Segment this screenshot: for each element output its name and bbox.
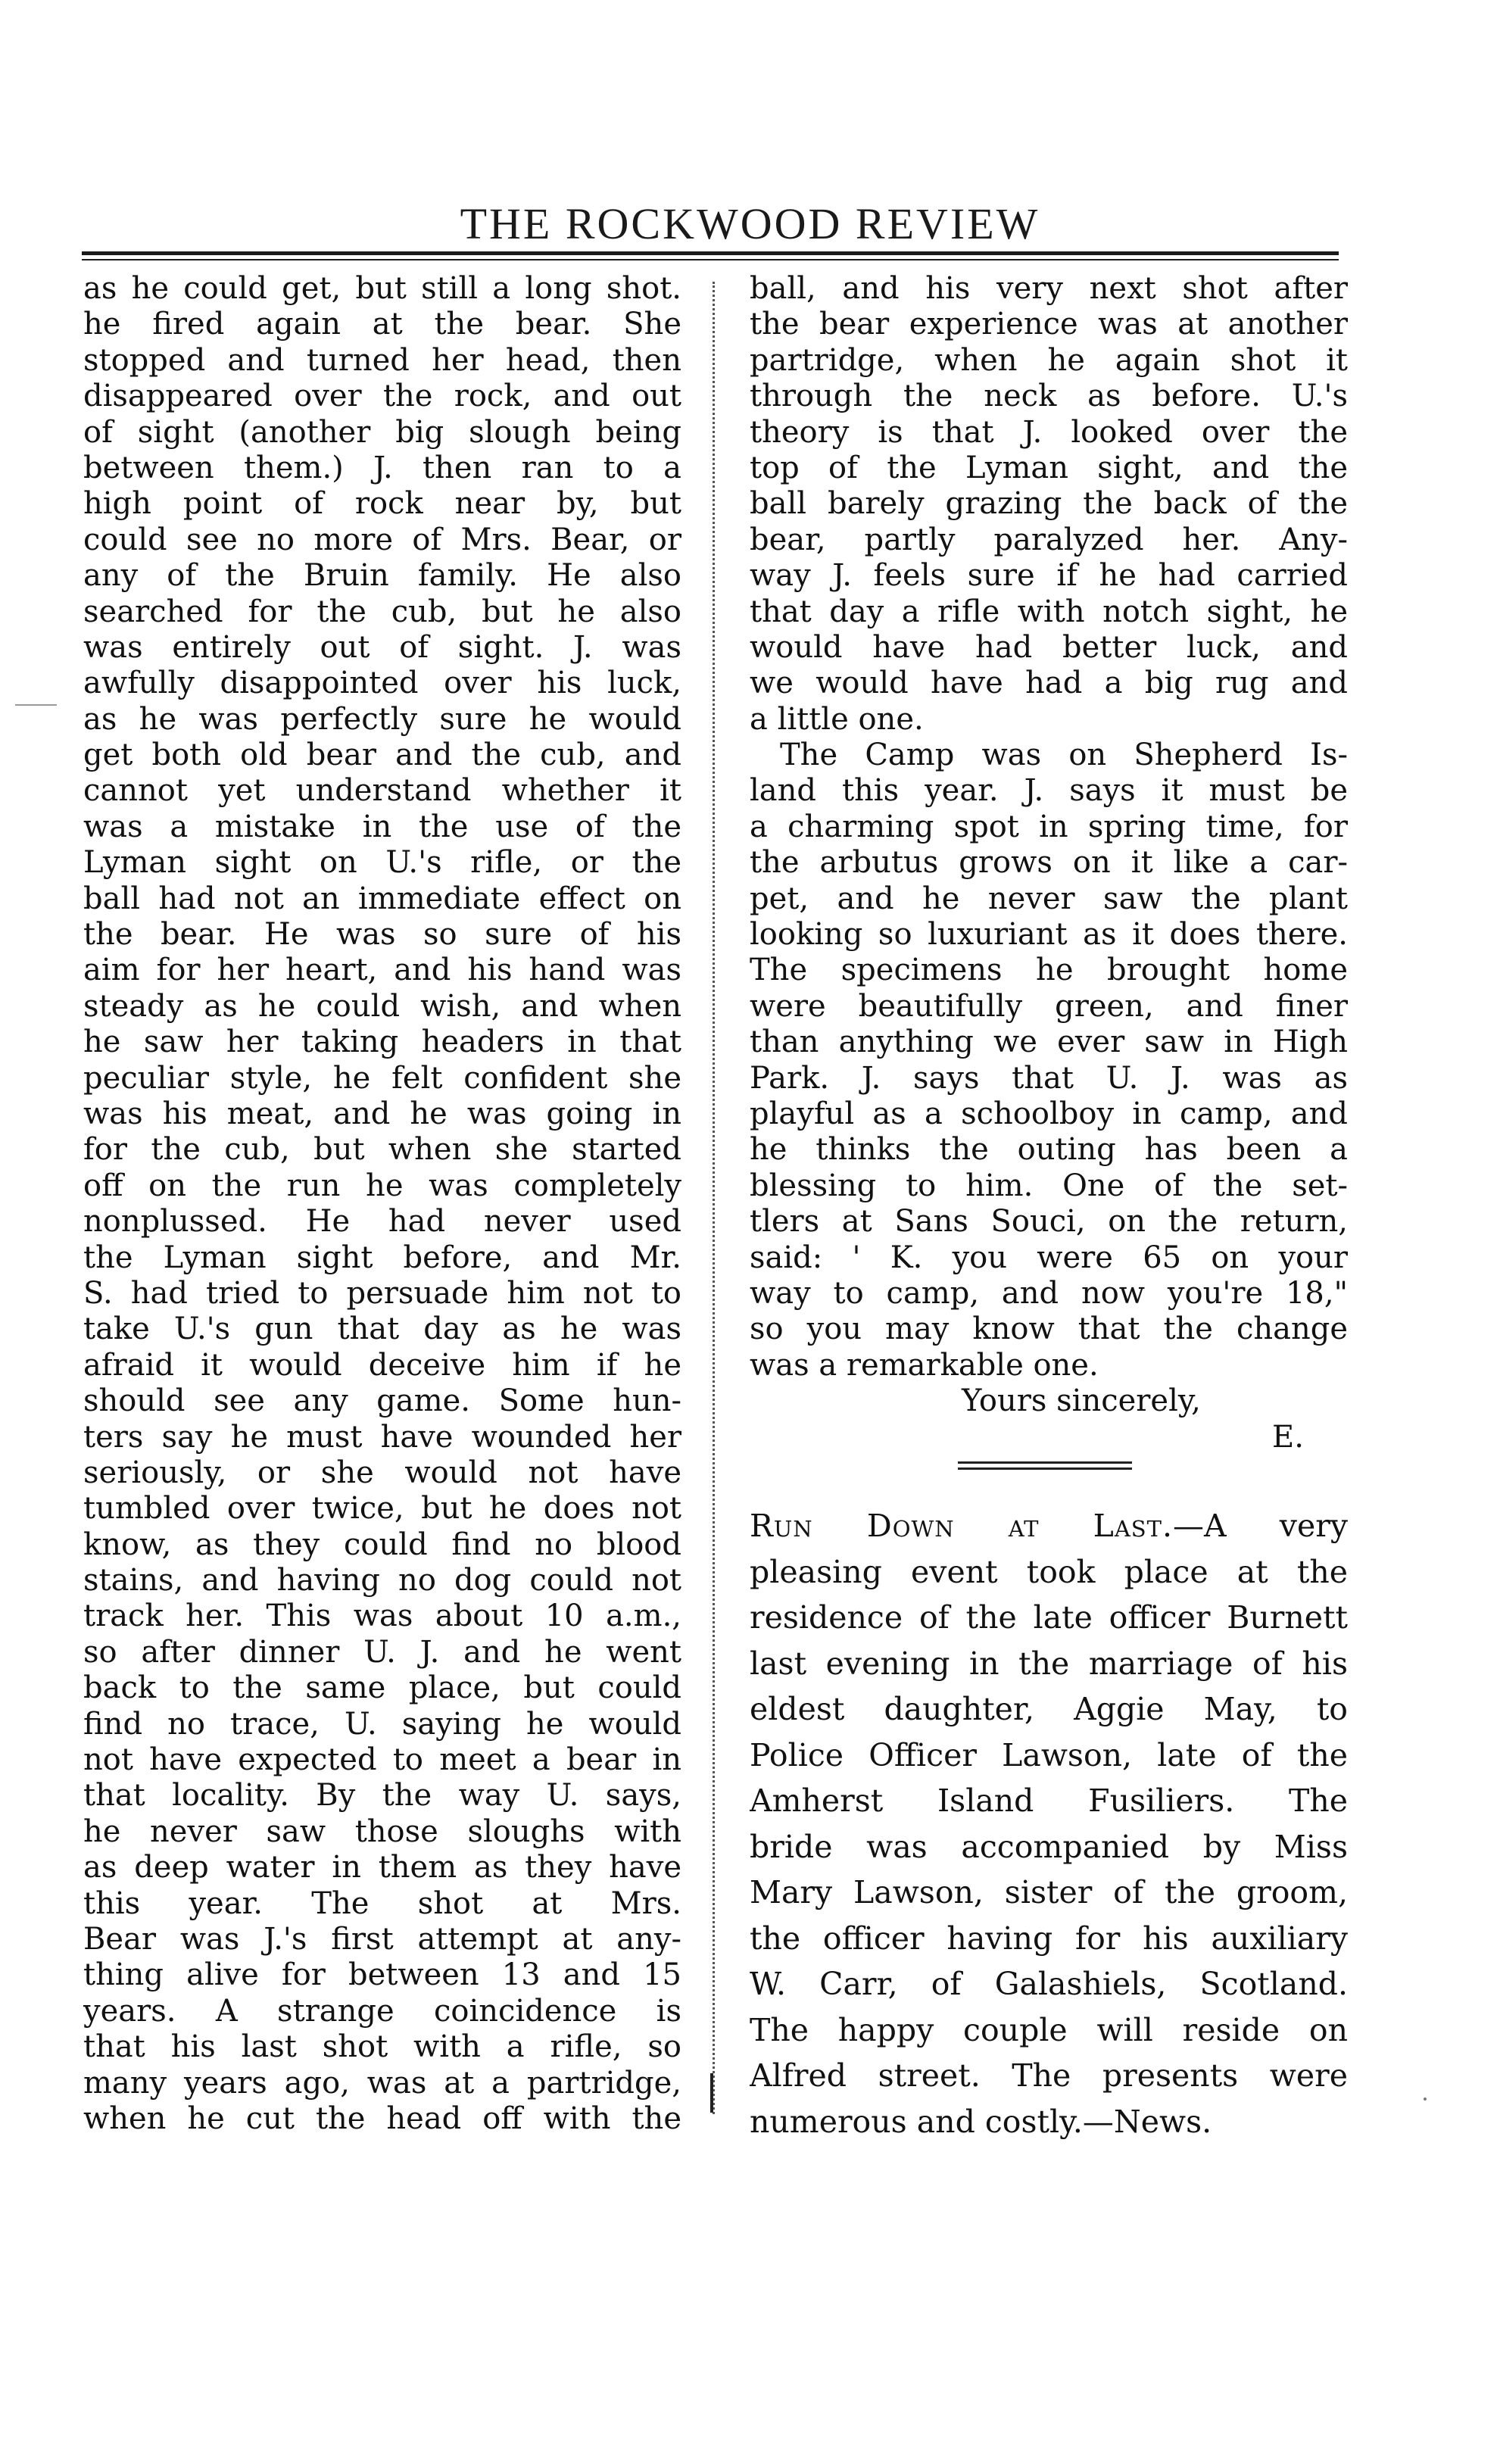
text-line: would have had better luck, and — [750, 629, 1348, 665]
text-line: The Camp was on Shepherd Is- — [780, 738, 1348, 773]
text-line: peculiar style, he felt confident she — [83, 1060, 681, 1096]
right-column — [750, 271, 1348, 1455]
column-divider — [713, 282, 717, 2114]
text-line: stains, and having no dog could not — [83, 1563, 681, 1598]
text-line: that his last shot with a rifle, so — [83, 2029, 681, 2065]
text-line: as deep water in them as they have — [83, 1850, 681, 1885]
text-line: a little one. — [750, 701, 924, 737]
text-line: stopped and turned her head, then — [83, 342, 681, 378]
text-line: find no trace, U. saying he would — [83, 1706, 681, 1742]
text-line: he thinks the outing has been a — [750, 1132, 1348, 1168]
text-line: bear, partly paralyzed her. Any- — [750, 522, 1348, 557]
text-line: playful as a schoolboy in camp, and — [750, 1096, 1348, 1131]
text-line: track her. This was about 10 a.m., — [83, 1598, 681, 1634]
closing-signature: E. — [1272, 1419, 1304, 1455]
text-line: so you may know that the change — [750, 1312, 1348, 1347]
text-line: the arbutus grows on it like a car- — [750, 845, 1348, 881]
header-rule-thin — [82, 259, 1339, 260]
news-item-line: Mary Lawson, sister of the groom, — [750, 1874, 1348, 1910]
text-line: many years ago, was at a partridge, — [83, 2065, 681, 2101]
text-line: seriously, or she would not have — [83, 1455, 681, 1490]
text-line: blessing to him. One of the set- — [750, 1168, 1348, 1203]
text-line: the bear. He was so sure of his — [83, 917, 681, 953]
text-line: should see any game. Some hun- — [83, 1383, 681, 1419]
margin-mark — [15, 704, 57, 706]
text-line: ball, and his very next shot after — [750, 271, 1348, 306]
news-item-line: —A very — [1173, 1508, 1348, 1544]
text-line: was entirely out of sight. J. was — [83, 629, 681, 665]
news-item-line: The happy couple will reside on — [750, 2011, 1348, 2048]
header-rule-thick — [82, 251, 1339, 255]
text-line: aim for her heart, and his hand was — [83, 953, 681, 988]
news-item-line: Amherst Island Fusiliers. The — [750, 1783, 1348, 1819]
text-line: off on the run he was completely — [83, 1168, 681, 1203]
text-line: theory is that J. looked over the — [750, 414, 1348, 450]
text-line: know, as they could find no blood — [83, 1527, 681, 1562]
text-line: take U.'s gun that day as he was — [83, 1312, 681, 1347]
text-line: S. had tried to persuade him not to — [83, 1275, 681, 1311]
text-line: could see no more of Mrs. Bear, or — [83, 522, 681, 557]
text-line: than anything we ever saw in High — [750, 1025, 1348, 1060]
text-line: we would have had a big rug and — [750, 666, 1348, 701]
text-line: was his meat, and he was going in — [83, 1096, 681, 1131]
text-line: pet, and he never saw the plant — [750, 881, 1348, 916]
text-line: he fired again at the bear. She — [83, 307, 681, 342]
column-divider-mark — [710, 2073, 713, 2113]
text-line: way J. feels sure if he had carried — [750, 558, 1348, 594]
text-line: this year. The shot at Mrs. — [83, 1885, 681, 1921]
margin-dot — [1424, 2098, 1427, 2101]
text-line: tumbled over twice, but he does not — [83, 1491, 681, 1527]
news-item-heading: Run Down at Last. — [750, 1508, 1174, 1544]
text-line: as he was perfectly sure he would — [83, 701, 681, 737]
text-line: high point of rock near by, but — [83, 486, 681, 522]
news-item — [750, 1503, 1348, 2144]
text-line: so after dinner U. J. and he went — [83, 1634, 681, 1670]
text-line: Lyman sight on U.'s rifle, or the — [83, 845, 681, 881]
text-line: ball had not an immediate effect on — [83, 881, 681, 916]
text-line: not have expected to meet a bear in — [83, 1742, 681, 1778]
text-line: disappeared over the rock, and out — [83, 379, 681, 414]
text-line: through the neck as before. U.'s — [750, 379, 1348, 414]
text-line: that day a rifle with notch sight, he — [750, 594, 1348, 629]
text-line: years. A strange coincidence is — [83, 1993, 681, 2029]
news-item-line: the officer having for his auxiliary — [750, 1920, 1348, 1957]
news-item-line: W. Carr, of Galashiels, Scotland. — [750, 1966, 1348, 2002]
text-line: he never saw those sloughs with — [83, 1814, 681, 1849]
text-line: was a mistake in the use of the — [83, 809, 681, 844]
text-line: any of the Bruin family. He also — [83, 558, 681, 594]
text-line: partridge, when he again shot it — [750, 342, 1348, 378]
text-line: back to the same place, but could — [83, 1670, 681, 1706]
text-line: Bear was J.'s first attempt at any- — [83, 1921, 681, 1957]
news-item-line: residence of the late officer Burnett — [750, 1599, 1348, 1636]
section-separator — [958, 1461, 1132, 1477]
news-item-line: Alfred street. The presents were — [750, 2057, 1348, 2094]
text-line: when he cut the head off with the — [83, 2101, 681, 2136]
news-item-line: eldest daughter, Aggie May, to — [750, 1691, 1348, 1727]
text-line: top of the Lyman sight, and the — [750, 450, 1348, 485]
text-line: between them.) J. then ran to a — [83, 450, 681, 485]
text-line: that locality. By the way U. says, — [83, 1778, 681, 1814]
text-line: tlers at Sans Souci, on the return, — [750, 1204, 1348, 1240]
text-line: ball barely grazing the back of the — [750, 486, 1348, 522]
text-line: looking so luxuriant as it does there. — [750, 917, 1348, 953]
news-item-line: numerous and costly.—News. — [750, 2103, 1212, 2140]
text-line: afraid it would deceive him if he — [83, 1347, 681, 1383]
text-line: land this year. J. says it must be — [750, 773, 1348, 809]
text-line: steady as he could wish, and when — [83, 988, 681, 1024]
closing-salutation: Yours sincerely, — [962, 1383, 1201, 1419]
text-line: ters say he must have wounded her — [83, 1419, 681, 1455]
news-item-line: pleasing event took place at the — [750, 1553, 1348, 1590]
text-line: he saw her taking headers in that — [83, 1025, 681, 1060]
text-line: the Lyman sight before, and Mr. — [83, 1240, 681, 1275]
text-line: awfully disappointed over his luck, — [83, 666, 681, 701]
text-line: get both old bear and the cub, and — [83, 738, 681, 773]
text-line: searched for the cub, but he also — [83, 594, 681, 629]
text-line: nonplussed. He had never used — [83, 1204, 681, 1240]
text-line: a charming spot in spring time, for — [750, 809, 1348, 844]
text-line: way to camp, and now you're 18," — [750, 1275, 1348, 1311]
text-line: Park. J. says that U. J. was as — [750, 1060, 1348, 1096]
news-item-line: bride was accompanied by Miss — [750, 1828, 1348, 1865]
text-line: the bear experience was at another — [750, 307, 1348, 342]
news-item-first-line — [750, 1503, 1348, 1549]
text-line: were beautifully green, and finer — [750, 988, 1348, 1024]
text-line: thing alive for between 13 and 15 — [83, 1957, 681, 1993]
text-line: for the cub, but when she started — [83, 1132, 681, 1168]
text-line: of sight (another big slough being — [83, 414, 681, 450]
news-item-line: last evening in the marriage of his — [750, 1645, 1348, 1682]
left-column — [83, 271, 681, 2137]
text-line: said: ' K. you were 65 on your — [750, 1240, 1348, 1275]
page-title: THE ROCKWOOD REVIEW — [460, 199, 1040, 248]
text-line: cannot yet understand whether it — [83, 773, 681, 809]
news-item-line: Police Officer Lawson, late of the — [750, 1736, 1348, 1773]
text-line: as he could get, but still a long shot. — [83, 271, 681, 306]
text-line: The specimens he brought home — [750, 953, 1348, 988]
text-line: was a remarkable one. — [750, 1347, 1099, 1383]
